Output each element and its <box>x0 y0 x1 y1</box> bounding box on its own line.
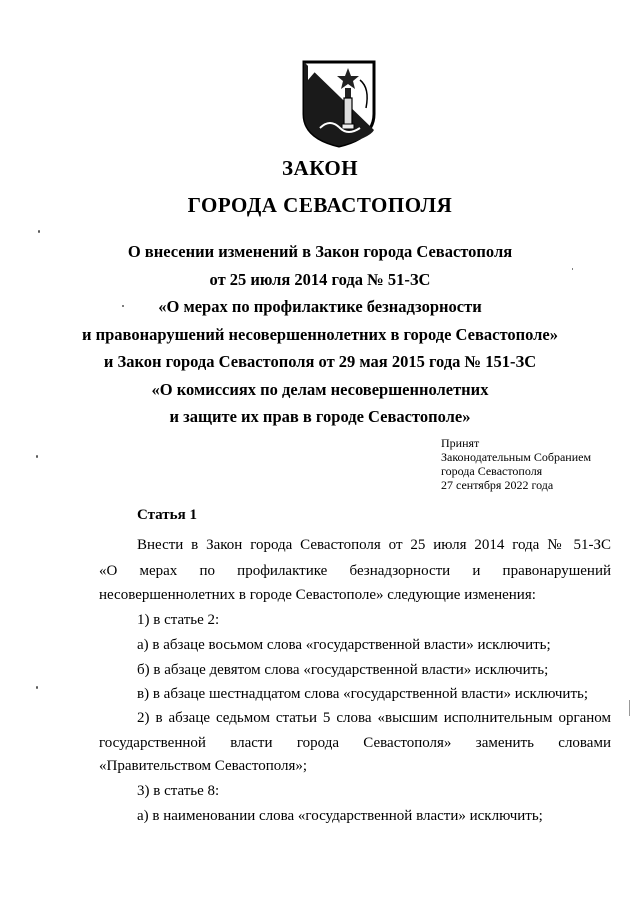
paragraph-line: «Правительством Севастополя»; <box>99 758 308 774</box>
scan-speck <box>122 305 124 307</box>
scan-speck <box>572 268 573 270</box>
law-title: ЗАКОН <box>281 156 359 180</box>
adoption-line: Принят <box>441 436 480 450</box>
subject-line: «О мерах по профилактике безнадзорности <box>158 297 482 316</box>
adoption-stamp <box>441 436 591 492</box>
adoption-line: Законодательным Собранием <box>441 450 592 464</box>
list-item: в) в абзаце шестнадцатом слова «государственной власти» исключить; <box>137 686 589 702</box>
list-item: а) в наименовании слова «государственной власти» исключить; <box>137 808 543 824</box>
law-city: ГОРОДА СЕВАСТОПОЛЯ <box>187 193 453 217</box>
scan-speck <box>36 686 38 689</box>
paragraph-line: государственной власти города Севастополя» заменить словами <box>99 735 611 751</box>
adoption-date: 27 сентября 2022 года <box>441 478 554 492</box>
subject-line: и защите их прав в городе Севастополе» <box>169 407 471 426</box>
list-item: б) в абзаце девятом слова «государственной власти» исключить; <box>137 662 549 678</box>
list-item: 3) в статье 8: <box>137 783 220 799</box>
scan-speck <box>36 455 38 458</box>
list-item: 1) в статье 2: <box>137 612 220 628</box>
paragraph-line: 2) в абзаце седьмом статьи 5 слова «высшим исполнительным органом <box>137 710 611 726</box>
subject-line: от 25 июля 2014 года № 51-ЗС <box>209 269 431 289</box>
subject-line: и правонарушений несовершеннолетних в городе Севастополе» <box>81 324 558 344</box>
paragraph-line: Внести в Закон города Севастополя от 25 июля 2014 года № 51-ЗС <box>137 537 611 553</box>
subject-line: О внесении изменений в Закон города Севастополя <box>127 242 513 261</box>
list-item: а) в абзаце восьмом слова «государственной власти» исключить; <box>137 637 551 653</box>
article-heading: Статья 1 <box>137 507 197 523</box>
sevastopol-coat-of-arms <box>300 58 378 148</box>
law-subject <box>0 238 640 431</box>
scan-speck <box>38 230 40 233</box>
scan-speck <box>629 700 630 716</box>
adoption-line: города Севастополя <box>441 464 543 478</box>
paragraph-line: «О мерах по профилактике безнадзорности и правонарушений <box>99 563 611 579</box>
subject-line: и Закон города Севастополя от 29 мая 2015 года № 151-ЗС <box>103 352 537 371</box>
paragraph-line: несовершеннолетних в городе Севастополе» следующие изменения: <box>99 587 536 603</box>
subject-line: «О комиссиях по делам несовершеннолетних <box>151 379 489 399</box>
